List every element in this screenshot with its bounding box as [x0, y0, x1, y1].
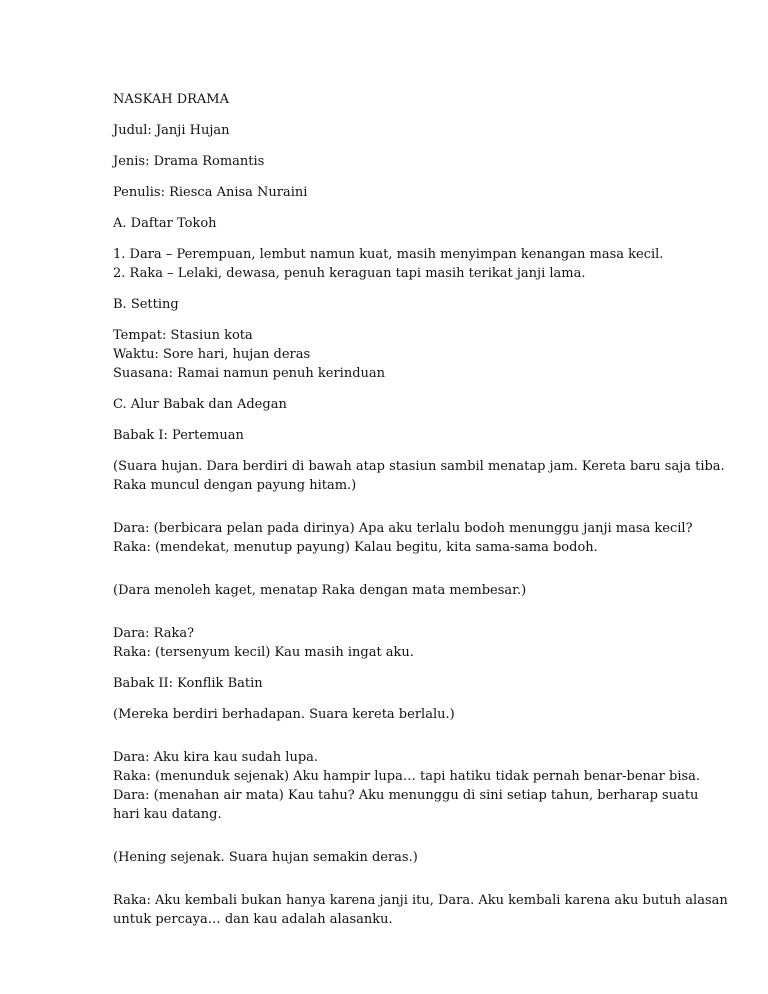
dialogue-line: Dara: (menahan air mata) Kau tahu? Aku menunggu di sini setiap tahun, berharap suatu [113, 788, 699, 803]
dialogue-line: untuk percaya… dan kau adalah alasanku. [113, 912, 393, 927]
doc-heading: NASKAH DRAMA [113, 92, 230, 107]
spacer [113, 612, 673, 624]
dialogue-line: Dara: Raka? [113, 626, 195, 641]
dialogue-line: Dara: Aku kira kau sudah lupa. [113, 750, 319, 765]
stage-line: (Suara hujan. Dara berdiri di bawah atap stasiun sambil menatap jam. Kereta baru saja tiba. [113, 459, 725, 474]
setting-list [113, 326, 673, 383]
doc-genre-line: Jenis: Drama Romantis [113, 154, 265, 169]
dialogue-line: hari kau datang. [113, 807, 222, 822]
act1-stage-direction [113, 457, 725, 495]
dialogue-line: Raka: (mendekat, menutup payung) Kalau begitu, kita sama-sama bodoh. [113, 540, 598, 555]
spacer [113, 507, 673, 519]
act2-stage-direction: (Mereka berdiri berhadapan. Suara kereta berlalu.) [113, 707, 455, 722]
spacer [113, 569, 673, 581]
dialogue-line: Raka: Aku kembali bukan hanya karena janji itu, Dara. Aku kembali karena aku butuh alasan [113, 893, 728, 908]
setting-mood: Suasana: Ramai namun penuh kerinduan [113, 366, 386, 381]
stage-line: Raka muncul dengan payung hitam.) [113, 478, 357, 493]
section-a-heading: A. Daftar Tokoh [113, 216, 217, 231]
document-page [113, 90, 728, 941]
act1-heading: Babak I: Pertemuan [113, 428, 244, 443]
doc-title-line: Judul: Janji Hujan [113, 123, 230, 138]
section-b-heading: B. Setting [113, 297, 179, 312]
act1-stage-direction-2: (Dara menoleh kaget, menatap Raka dengan mata membesar.) [113, 583, 527, 598]
doc-author-line: Penulis: Riesca Anisa Nuraini [113, 185, 308, 200]
dialogue-line: Raka: (tersenyum kecil) Kau masih ingat aku. [113, 645, 414, 660]
section-c-heading: C. Alur Babak dan Adegan [113, 397, 287, 412]
dialogue-line: Raka: (menunduk sejenak) Aku hampir lupa… tapi hatiku tidak pernah benar-benar bisa. [113, 769, 701, 784]
setting-place: Tempat: Stasiun kota [113, 328, 253, 343]
act1-dialogue-block-2 [113, 624, 673, 662]
dialogue-line: Dara: (berbicara pelan pada dirinya) Apa aku terlalu bodoh menunggu janji masa kecil? [113, 521, 693, 536]
act2-stage-direction-2: (Hening sejenak. Suara hujan semakin deras.) [113, 850, 418, 865]
spacer [113, 836, 673, 848]
character-list [113, 245, 673, 283]
character-item: 1. Dara – Perempuan, lembut namun kuat, masih menyimpan kenangan masa kecil. [113, 247, 664, 262]
spacer [113, 736, 673, 748]
act1-dialogue-block [113, 519, 693, 557]
setting-time: Waktu: Sore hari, hujan deras [113, 347, 311, 362]
act2-dialogue-block-2 [113, 891, 728, 929]
act2-heading: Babak II: Konflik Batin [113, 676, 263, 691]
spacer [113, 879, 673, 891]
act2-dialogue-block [113, 748, 701, 824]
character-item: 2. Raka – Lelaki, dewasa, penuh keraguan tapi masih terikat janji lama. [113, 266, 586, 281]
